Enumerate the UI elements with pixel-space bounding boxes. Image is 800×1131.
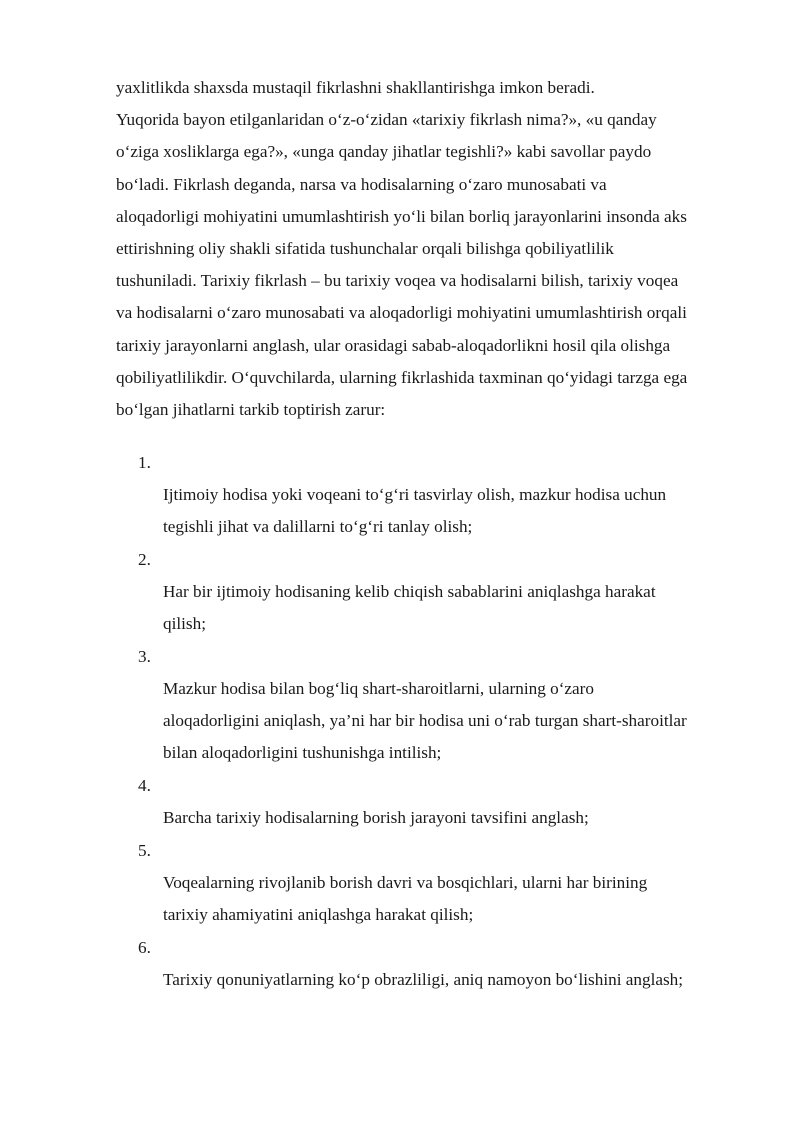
paragraph-line: bo‘ladi. Fikrlash deganda, narsa va hodisalarning o‘zaro munosabati va [116, 174, 607, 194]
list-item-line: bilan aloqadorligini tushunishga intilish; [163, 743, 442, 763]
list-item [163, 673, 687, 770]
paragraph-line: tarixiy jarayonlarni anglash, ular orasidagi sabab-aloqadorlikni hosil qila olishga [116, 335, 671, 355]
paragraph-line: yaxlitlikda shaxsda mustaqil fikrlashni shakllantirishga imkon beradi. [116, 78, 595, 97]
list-item [163, 576, 656, 640]
list-item-line: Ijtimoiy hodisa yoki voqeani to‘g‘ri tasvirlay olish, mazkur hodisa uchun [163, 485, 667, 504]
paragraph-line: tushuniladi. Tarixiy fikrlash – bu tarixiy voqea va hodisalarni bilish, tarixiy voqea [116, 271, 679, 291]
list-item-number: 4. [138, 776, 151, 795]
list-item-number: 6. [138, 938, 151, 957]
list-item [163, 802, 589, 834]
list-item [163, 867, 647, 931]
paragraph-line: bo‘lgan jihatlarni tarkib toptirish zarur: [116, 400, 386, 420]
paragraph-line: o‘ziga xosliklarga ega?», «unga qanday jihatlar tegishli?» kabi savollar paydo [116, 142, 652, 162]
list-item-line: Barcha tarixiy hodisalarning borish jarayoni tavsifini anglash; [163, 808, 589, 827]
list-item-number: 1. [138, 453, 151, 472]
list-item [163, 479, 666, 543]
paragraph-line: aloqadorligi mohiyatini umumlashtirish yo‘li bilan borliq jarayonlarini insonda aks [116, 206, 687, 226]
paragraph-line: Yuqorida bayon etilganlaridan o‘z-o‘zidan «tarixiy fikrlash nima?», «u qanday [116, 110, 657, 130]
paragraph-line: va hodisalarni o‘zaro munosabati va aloqadorligi mohiyatini umumlashtirish orqali [116, 303, 687, 323]
list-item-line: tarixiy ahamiyatini aniqlashga harakat qilish; [163, 905, 474, 925]
list-item-number: 5. [138, 841, 151, 860]
list-item-line: aloqadorligini aniqlash, ya’ni har bir hodisa uni o‘rab turgan shart-sharoitlar [163, 711, 687, 731]
list-item-line: tegishli jihat va dalillarni to‘g‘ri tanlay olish; [163, 517, 473, 537]
list-item-line: qilish; [163, 614, 206, 634]
list-item-line: Mazkur hodisa bilan bog‘liq shart-sharoitlarni, ularning o‘zaro [163, 679, 594, 698]
paragraph-line: ettirishning oliy shakli sifatida tushunchalar orqali bilishga qobiliyatlilik [116, 239, 614, 259]
list-item-line: Voqealarning rivojlanib borish davri va bosqichlari, ularni har birining [163, 873, 648, 892]
list-item [163, 964, 683, 996]
list-item-number: 2. [138, 550, 151, 569]
list-item-number: 3. [138, 647, 151, 666]
list-item-line: Har bir ijtimoiy hodisaning kelib chiqish sabablarini aniqlashga harakat [163, 582, 656, 601]
paragraph-line: qobiliyatlilikdir. O‘quvchilarda, ularning fikrlashida taxminan qo‘yidagi tarzga ega [116, 367, 688, 387]
list-item-line: Tarixiy qonuniyatlarning ko‘p obrazliligi, aniq namoyon bo‘lishini anglash; [163, 970, 684, 989]
